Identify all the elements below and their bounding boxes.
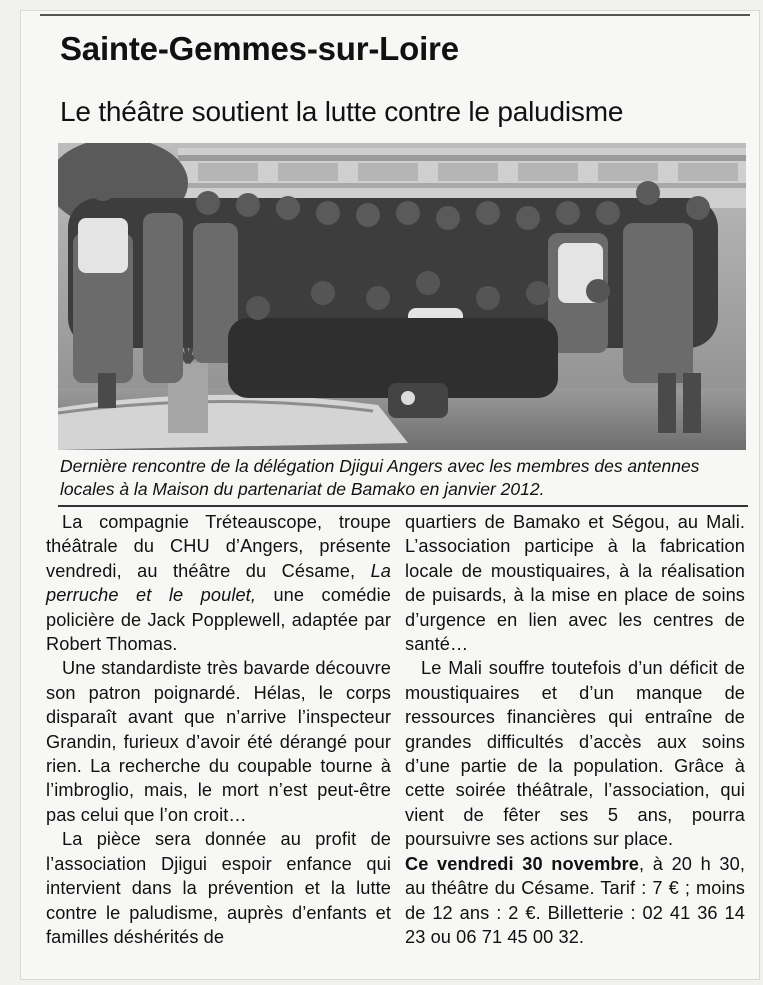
right-paragraph-2: Le Mali souffre toutefois d’un déficit de moustiquaires et d’un manque de ressources financières qui entraîne de grandes difficultés d’accès aux soins d’une partie de la population. Grâce à cette soirée théâtrale, l’association, qui vient de fêter ses 5 ans, pourra poursuivre ses actions sur place. bbox=[405, 658, 745, 850]
event-details: , à 20 h 30, au théâtre du Césame. Tarif : 7 € ; moins de 12 ans : 2 €. Billetterie : 02 41 36 14 23 ou 06 71 45 00 32. bbox=[405, 853, 745, 947]
caption-rule bbox=[58, 505, 748, 507]
photo-caption: Dernière rencontre de la délégation Djigui Angers avec les membres des antennes locales à la Maison du partenariat de Bamako en janvier 2012. bbox=[60, 456, 700, 499]
group-photo bbox=[58, 143, 746, 450]
article-headline: Le théâtre soutient la lutte contre le paludisme bbox=[60, 96, 624, 127]
town-heading: Sainte-Gemmes-sur-Loire bbox=[60, 30, 459, 67]
left-paragraph-1 bbox=[46, 510, 391, 656]
paragraph-text: une comédie policière de Jack Popplewell, adaptée par Robert Thomas. bbox=[46, 585, 391, 655]
left-paragraph-3: La pièce sera donnée au profit de l’association Djigui espoir enfance qui intervient dans la prévention et la lutte contre le paludisme, auprès d’enfants et familles déshérités de bbox=[46, 829, 391, 947]
left-column bbox=[46, 510, 391, 949]
right-column bbox=[405, 510, 745, 949]
event-date: Ce vendredi 30 novembre bbox=[405, 853, 639, 874]
practical-info bbox=[405, 852, 745, 950]
play-title: La perruche et le poulet, bbox=[46, 560, 391, 606]
paragraph-text: La compagnie Tréteauscope, troupe théâtrale du CHU d’Angers, présente vendredi, au théâtre du Césame, bbox=[46, 512, 391, 581]
left-paragraph-2: Une standardiste très bavarde découvre son patron poignardé. Hélas, le corps disparaît avant que n’arrive l’inspecteur Grandin, furieux d’avoir été dérangé pour rien. La recherche du coupable tourne à l’imbroglio, mais, le mort n’est peut-être pas celui que l’on croit… bbox=[46, 658, 391, 825]
top-rule bbox=[40, 14, 750, 16]
right-paragraph-1: quartiers de Bamako et Ségou, au Mali. L’association participe à la fabrication locale de moustiquaires, à la réalisation de puisards, à la mise en place de soins d’urgence en lien avec les centres de santé… bbox=[405, 512, 745, 655]
